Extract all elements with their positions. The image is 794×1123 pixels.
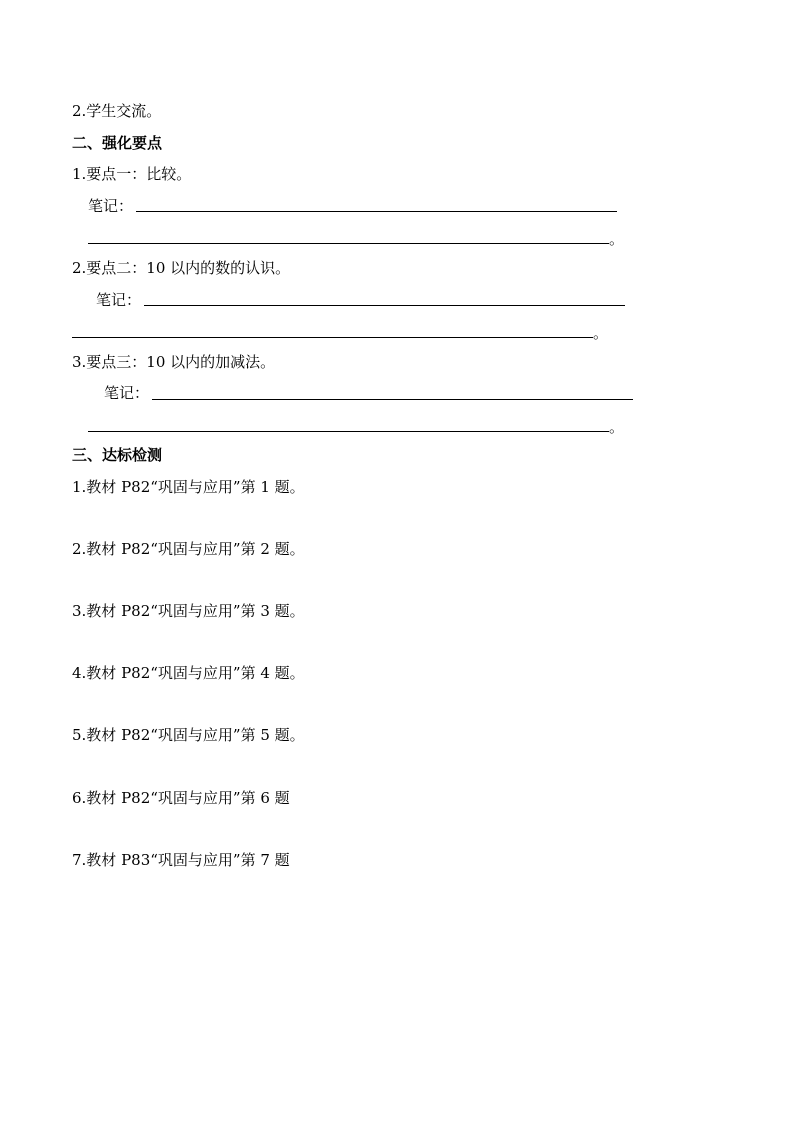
exercise-item-6: 6.教材 P82“巩固与应用”第 6 题 (72, 789, 290, 807)
point-2-note-blank-2[interactable] (72, 337, 593, 338)
point-1-note-blank-1[interactable] (136, 211, 617, 212)
exercise-item-5: 5.教材 P82“巩固与应用”第 5 题。 (72, 726, 305, 744)
point-3-note-blank-2[interactable] (88, 431, 609, 432)
exercise-item-4: 4.教材 P82“巩固与应用”第 4 题。 (72, 664, 305, 682)
point-3-note-label: 笔记： (104, 384, 150, 402)
intro-item-2: 2.学生交流。 (72, 102, 162, 120)
exercise-item-7: 7.教材 P83“巩固与应用”第 7 题 (72, 851, 290, 869)
exercise-item-3: 3.教材 P82“巩固与应用”第 3 题。 (72, 602, 305, 620)
point-3-end-mark: 。 (609, 418, 625, 436)
point-2-note-label: 笔记： (96, 291, 142, 309)
exercise-item-1: 1.教材 P82“巩固与应用”第 1 题。 (72, 478, 305, 496)
point-1-end-mark: 。 (609, 230, 625, 248)
point-3-title: 3.要点三：10 以内的加减法。 (72, 353, 276, 371)
point-1-note-blank-2[interactable] (88, 243, 609, 244)
point-1-note-label: 笔记： (88, 197, 134, 215)
point-2-end-mark: 。 (593, 324, 609, 342)
point-2-title: 2.要点二：10 以内的数的认识。 (72, 259, 291, 277)
exercise-item-2: 2.教材 P82“巩固与应用”第 2 题。 (72, 540, 305, 558)
section-2-heading: 二、强化要点 (72, 134, 163, 152)
section-3-heading: 三、达标检测 (72, 446, 163, 464)
point-3-note-blank-1[interactable] (152, 399, 633, 400)
point-1-title: 1.要点一：比较。 (72, 165, 192, 183)
point-2-note-blank-1[interactable] (144, 305, 625, 306)
